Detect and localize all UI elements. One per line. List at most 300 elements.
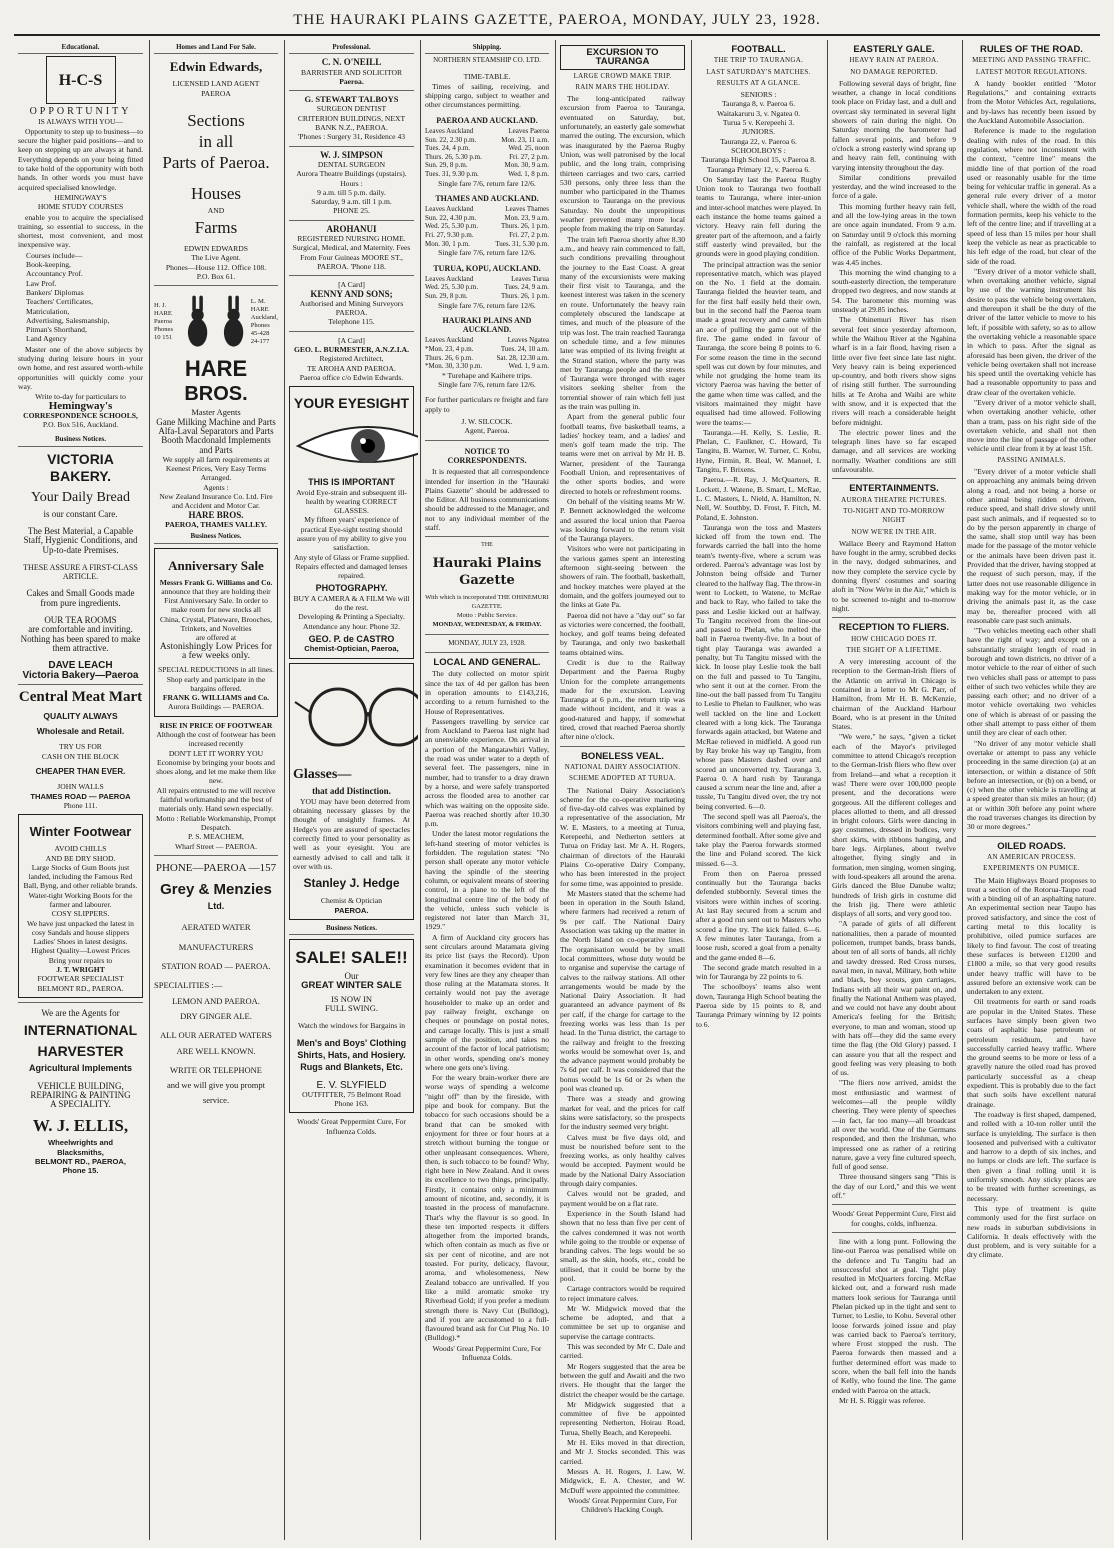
ad-text: Motto : Public Service. bbox=[456, 612, 518, 620]
ad-text: Repairs effected and damaged lenses repaired. bbox=[295, 561, 408, 581]
ad-heading: BROS. bbox=[184, 383, 248, 406]
article-subhead: HEAVY RAIN AT PAEROA. bbox=[849, 56, 939, 65]
ad-heading: VICTORIA BAKERY. bbox=[47, 450, 114, 484]
article-subhead: THE SIGHT OF A LIFETIME. bbox=[846, 645, 942, 654]
ad-text: PAEROA, THAMES VALLEY. bbox=[165, 519, 267, 529]
article-text: "The fliers now arrived, amidst the most enthusiastic and warmest of welcomes—all the people wildly cheering. They were plenty of speeches—in fact, far too many—all broadcast all over the world. One of the Germans responded, and then the Irishman, who impressed one as rather of a retiring nature, gave a very fine cultured speech, full of good sense. bbox=[832, 1078, 956, 1172]
ad-text: and we will give you prompt bbox=[167, 1080, 265, 1091]
ad-text: THE bbox=[481, 542, 493, 549]
ad-heading: G. STEWART TALBOYS bbox=[304, 94, 399, 105]
ad-text: Single fare 7/6, return fare 12/6. bbox=[438, 248, 536, 258]
ad-text: Gane Milking Machine and Parts bbox=[156, 416, 276, 427]
ad-text: NORTHERN STEAMSHIP CO. LTD. bbox=[433, 56, 541, 65]
timetable bbox=[425, 336, 549, 370]
results-head: SCHOOLBOYS : bbox=[731, 145, 786, 155]
timetable-row bbox=[425, 362, 549, 371]
ad-heading: Your Daily Bread bbox=[31, 489, 130, 505]
timetable-head: TURUA, KOPU, AUCKLAND. bbox=[433, 263, 541, 273]
ad-text: Water-tight Working Boots for the farmer and labourer. bbox=[28, 890, 133, 909]
ad-text: THAMES ROAD — PAEROA bbox=[30, 791, 131, 801]
ad-heading: Houses bbox=[190, 183, 242, 203]
ad-text: LICENSED LAND AGENT bbox=[172, 79, 260, 89]
ad-text: QUALITY ALWAYS bbox=[43, 710, 118, 721]
ad-text: OUTFITTER, 75 Belmont Road Phone 163. bbox=[302, 1089, 401, 1109]
ad-heading: PHOTOGRAPHY. bbox=[315, 583, 388, 594]
course-item: Matriculation, bbox=[26, 306, 70, 316]
article-text: Tauranga won the toss and Masters kicked off from the town end. The forwards carried the ball into the home team's twenty-five, where a scrum was ordered. Paeroa's advantage was lost by Johnston being offside and Turner cleared to the halfway flag. The throw-in went to Lockett, to Watene, to McRae and back to Ray, who failed to take the pass and Leslie kicked out at halfway. Tu Tangitu received from the line-out and passed to Phelan, who melted the ball in Paeroa twenty-five. In a bout of tight play Tauranga was awarded a penalty, but Tu Tangitu missed with the kick. In loose play Leslie took the ball on the full and passed to Tu Tangitu, who sent it out at the corner. From the line-out the ball passed from Tu Tangitu to Leslie to Phelan to Faulkner, who was well tackled on the line and Lockett cleared with a long kick. The Tauranga forwards again attacked, but Watene and McRae relieved in midfield. A good run by Ray broke his way up Tangitu, from whose pass Masters dashed over and scored an unconverted try. Tauranga 3, Paeroa 0. A hard rush by Tauranga caused a scrum near the line and, after a tussle, Tu Tangitu dived over, the try not being converted. 6—0. bbox=[696, 522, 821, 811]
ad-text: service. bbox=[202, 1095, 230, 1106]
timetable-cell: Wed. 25, 5.30 p.m. bbox=[425, 222, 479, 231]
ad-heading: W. J. ELLIS, bbox=[32, 1116, 129, 1136]
date-line: MONDAY, JULY 23, 1928. bbox=[448, 638, 526, 647]
article-text: Mr W. Midgwick moved that the scheme be adopted, and that a committee be set up to organise and supervise the cartage contracts. bbox=[560, 1303, 685, 1341]
ad-text: is our constant Care. bbox=[43, 508, 118, 519]
ad-heading: Glasses— bbox=[293, 766, 352, 782]
article-text: Tauranga.—H. Kelly, S. Leslie, R. Phelan, C. Faulkner, C. Howard, Tu Tangitu, B. Warner, W. Turner, C. Kohu, Hyne, Firmin, R. Beal, W. Manuel, I. Tangitu, F. Brixens. bbox=[696, 427, 821, 475]
ad-heading: GEO. L. BURMESTER, A.N.Z.I.A. bbox=[294, 345, 409, 355]
ad-text: WRITE OR TELEPHONE bbox=[170, 1064, 262, 1075]
ad-text: Woods' Great Peppermint Cure, For Influenza Colds. bbox=[297, 1117, 406, 1136]
ad-heading: Stanley J. Hedge bbox=[303, 876, 400, 891]
article-subhead: THE TRIP TO TAURANGA. bbox=[713, 56, 804, 65]
ad-text: ALL OUR AERATED WATERS bbox=[160, 1030, 272, 1041]
ad-text: REPAIRING & PAINTING bbox=[30, 1089, 131, 1100]
timetable-cell: Tues. 24, 10 a.m. bbox=[500, 345, 549, 354]
ad-heading: C. N. O'NEILL bbox=[321, 57, 382, 68]
result-line: Turua 5 v. Kerepeehi 3. bbox=[722, 118, 795, 128]
article-text: The second spell was all Paeroa's, the visitors combining well and playing fast, determined football. After some give and take play the Paeroa forwards stormed the line and Poland scored. The kick missed. 6—3. bbox=[696, 812, 821, 868]
timetable-cell: Leaves Thames bbox=[505, 205, 549, 214]
ad-heading: W. J. SIMPSON bbox=[320, 149, 383, 160]
ad-text: We have just unpacked the latest in cosy Sandals and house slippers Ladies' Shoes in latest designs. Highest Quality—Lowest Prices bbox=[27, 918, 134, 956]
ad-text: CRITERION BUILDINGS, NEXT BANK N.Z., PAEROA. bbox=[297, 113, 406, 133]
timetable-cell: Mon. 30, 9 a.m. bbox=[504, 161, 549, 170]
timetable-cell: Sun. 29, 8 p.m. bbox=[425, 291, 468, 300]
article-head: RULES OF THE ROAD. bbox=[980, 44, 1083, 55]
article-text: Under the latest motor regulations the left-hand steering of motor vehicles is forbidden. The regulation states: "No person shall operate any motor vehicle having the spindle of the steering column, or equivalent means of steering control, in a plane to the left of the longitudinal centre line of the body of the vehicle, unless such vehicle is registered not later than March 31, 1929." bbox=[425, 829, 549, 932]
ad-text: Single fare 7/6, return fare 12/6. bbox=[438, 178, 536, 188]
ad-text: are comfortable and inviting. Nothing has been spared to make them attractive. bbox=[20, 624, 141, 653]
ad-text: Times of sailing, receiving, and shipping cargo, subject to weather and other circumstances permitting. bbox=[425, 81, 549, 110]
article-text: The train left Paeroa shortly after 8.30 a.m., and heavy rain commenced to fall, such conditions prevailing throughout the journey to the East Coast. A great many of the excursionists were making their first visit to Tauranga, and the keenest interest was taken in the scenery en route. Unfortunately the heavy rain completely obscured the landscape at times, and much of the pleasure of the trip was lost. The train reached Tauranga on schedule time, and a few minutes later was emptied of its living freight at the Strand station, where the party was met by Tauranga people and the streets of Tauranga were thronged with eager visitors seeking shelter from the torrential shower of rain which fell just as the train was pulling in. bbox=[560, 234, 685, 411]
ad-text: JOHN WALLS bbox=[57, 782, 104, 792]
timetable-cell: Mon. 30, 1 p.m. bbox=[425, 239, 470, 248]
timetable-cell: Fri. 27, 2 p.m. bbox=[509, 152, 549, 161]
article-text: The schoolboys' teams also went down, Tauranga High School beating the Paeroa side by 15 points to 8, and Tauranga Primary winning by 12 points to 6. bbox=[696, 982, 821, 1029]
ad-text: Master Agents bbox=[191, 407, 241, 418]
timetable-cell: Wed. 25, 5.30 p.m. bbox=[425, 283, 479, 292]
ad-text: The Live Agent. bbox=[191, 253, 241, 263]
article-text: From then on Paeroa pressed continually but the Tauranga backs defended stubbornly. Several times the visitors were within inches of scoring. At last Ray secured from a scrum and after a good run sent out to Masters who scored a fine try. The kick failed. 6—6. A few minutes later Tauranga, from a loose rush, scored a goal from a penalty and the game ended 8—6. bbox=[696, 868, 821, 962]
article-text: The principal attraction was the senior representative match, which was played on the No. 1 field at the domain. Tauranga fielded the heavier team, and for the first half easily held their own, but in the second half the Paeroa team made a great recovery and came within an ace of pulling the game out of the fire. The game ended in favour of Tauranga, the score being 8 points to 6. For some reason the time in the second spell was cut down by four minutes, and while not grudging the home team its victory Paeroa was having the better of the game when time was called, and the visitors maintained they might have equalised had time allowed. Following were the teams:— bbox=[696, 259, 821, 427]
ad-text: CASH ON THE BLOCK bbox=[41, 751, 120, 761]
timetable-cell: Thurs. 26, 1 p.m. bbox=[500, 222, 549, 231]
article-text: Experience in the South Island had shown that no less than five per cent of the calves condemned it was not worth while going to the trouble or expense of branding calves. The legs would be so small, as the skin, hoofs, etc., could be utilised, that it could be borne by the pool. bbox=[560, 1208, 685, 1283]
column-5 bbox=[555, 40, 689, 1540]
article-text: This type of treatment is quite commonly used for the first surface on new roads in suburban subdivisions in California. It deals effectively with the dust problem, and is very suitable for a dry climate. bbox=[967, 1203, 1096, 1260]
timetable-cell: Mon. 23, 11 a.m. bbox=[501, 135, 549, 144]
ad-text: TIME-TABLE. bbox=[463, 71, 511, 81]
ad-text: OUR TEA ROOMS bbox=[44, 615, 117, 626]
ad-text: PHONE 25. bbox=[333, 206, 370, 216]
ad-text: BELMONT RD., PAEROA, bbox=[35, 1157, 126, 1167]
article-text: "Every driver of a motor vehicle shall, when overtaking another vehicle, signal by use of the warning instrument his desire to pass the vehicle being overtaken, and thereupon it shall be the duty of the driver of the latter vehicle to move to his left, if possible with safety, so as to allow the overtaking vehicle a reasonable space in which to pass. After the signal as aforesaid has been given, the driver of the vehicle being overtaken shall not increase his speed until the overtaking vehicle has had a reasonable opportunity to pass and draw clear of the overtaken vehicle. bbox=[967, 266, 1096, 397]
ad-text: Opportunity to step up to business—to secure the higher paid positions—and to keep on stepping up are always at hand. Everything depends on your being fitted to take hold of the opportunity with both hands. In other words you must have acquired specialised knowledge. bbox=[18, 126, 143, 192]
timetable-cell: Fri. 27, 9.30 p.m. bbox=[425, 231, 474, 240]
ad-heading: SALE! SALE!! bbox=[295, 948, 408, 968]
article-subhead: MEETING AND PASSING TRAFFIC. bbox=[972, 56, 1091, 65]
masthead: THE HAURAKI PLAINS GAZETTE, PAEROA, MONDAY, JULY 23, 1928. bbox=[293, 12, 821, 28]
timetable-row bbox=[425, 283, 549, 292]
ad-text: Paeroa. bbox=[339, 76, 364, 86]
timetable-cell: Wed. 1, 8 p.m. bbox=[508, 170, 549, 179]
course-item: Bankers' Diplomas bbox=[26, 287, 84, 297]
article-text: Paeroa did not have a "day out" so far as victories were concerned, the football, hockey, and golf teams being defeated by Tauranga, and only two basketball teams obtained wins. bbox=[560, 610, 685, 657]
ad-text: L. M. HARE Auckland, Phones 45-428 24-177 bbox=[250, 298, 279, 346]
course-item: Advertising, Salesmanship, bbox=[26, 315, 110, 325]
ad-text: AERATED WATER bbox=[181, 922, 251, 933]
ad-text: Authorised and Mining Surveyors PAEROA. bbox=[299, 298, 404, 318]
ad-text: AND BE DRY SHOD. bbox=[45, 853, 116, 863]
column-8 bbox=[962, 40, 1100, 1540]
ad-text: For further particulars re freight and fare apply to bbox=[425, 395, 549, 414]
timetable-cell: *Mon. 23, 4 p.m. bbox=[425, 345, 474, 354]
timetable bbox=[425, 205, 549, 248]
article-subhead: TO-NIGHT AND TO-MORROW NIGHT bbox=[843, 506, 945, 525]
ad-text: PHONE—PAEROA —157 bbox=[155, 861, 277, 874]
opportunity-sub: IS ALWAYS WITH YOU— bbox=[38, 116, 123, 126]
timetable-row bbox=[425, 144, 549, 153]
timetable-cell: Sun. 22, 2.30 p.m. bbox=[425, 135, 477, 144]
ad-text: Astonishingly Low Prices for a few weeks only. bbox=[159, 641, 273, 661]
article-text: "Every driver of a motor vehicle shall on approaching any animals being driven along a road, and not being a horse or other animal being ridden or driven, reduce speed, and shall drive slowly until past such animals, and if requested so to do by the person apparently in charge of the same, shall stop until way has been made for the passage of the motor vehicle or the animals have been driven past it. Provided that the driver, having stopped at the request of such person, may, if the latter does not use reasonable diligence in making way for the motor vehicle, or in driving the animals past it, as the case may be, thereafter proceed with all reasonable care past such animals. bbox=[967, 467, 1096, 625]
result-line: Tauranga 8, v. Paeroa 6. bbox=[722, 99, 795, 109]
column-2 bbox=[149, 40, 282, 1540]
ad-text: Bring your repairs to bbox=[48, 955, 113, 965]
ad-text: Shop early and participate in the bargains offered. bbox=[166, 674, 266, 693]
results-list bbox=[696, 155, 821, 174]
timetable bbox=[425, 275, 549, 301]
ad-text: Wheelwrights and bbox=[48, 1138, 113, 1148]
timetable-row bbox=[425, 222, 549, 231]
ad-heading: GEO. P. de CASTRO bbox=[308, 633, 395, 644]
ad-text: Ltd. bbox=[207, 901, 225, 912]
ad-heading: Winter Footwear bbox=[29, 824, 132, 840]
ad-text: * Turehape and Kaihere trips. bbox=[441, 370, 533, 380]
ad-heading: Edwin Edwards, bbox=[169, 59, 263, 75]
ad-text: YOU may have been deterred from obtaining necessary glasses by the thought of unsightly frames. At Hedge's you are assured of spectacles correctly fitted to your personality as well as your eyesight. You are earnestly advised to call and talk it over with us. bbox=[293, 796, 410, 871]
article-text: Following several days of bright, fine weather, a change in local conditions took place on Friday last, and a dull and overcast sky terminated in several light showers of rain during the night. On Saturday morning the barometer had fallen several points, and before 9 o'clock a strong easterly wind sprang up and heavy rain fell, continuing with varying intensity throughout the day. bbox=[832, 78, 956, 172]
article-text: "Every driver of a motor vehicle shall, when overtaking another vehicle, other than a tram, pass on his right side of the overtaken vehicle, and shall not then move into the line of passage of the other vehicle until clear from it by at least 15ft. bbox=[967, 397, 1096, 454]
timetable-row bbox=[425, 161, 549, 170]
section-head: Educational. bbox=[18, 43, 143, 54]
timetable-cell: Leaves Auckland bbox=[425, 274, 474, 283]
results-head: JUNIORS. bbox=[741, 127, 776, 137]
ad-heading: HARE bbox=[184, 356, 248, 382]
timetable-row bbox=[425, 275, 549, 284]
ad-heading: GREAT WINTER SALE bbox=[301, 980, 402, 992]
ad-text: All repairs entrusted to me will receive faithful workmanship and the best of materials only. Hand sewn especially. bbox=[156, 785, 276, 814]
timetable-row bbox=[425, 354, 549, 363]
article-subhead: LARGE CROWD MAKE TRIP. bbox=[573, 71, 672, 80]
column-3 bbox=[284, 40, 418, 1540]
article-text: The roadway is first shaped, dampened, and rolled with a 10-ton roller until the surface is unyielding. The surface is then loosened and pulverised with a cultivator and harrow to a depth of six inches, and no lumps or clods are left. The surface is then given a final rolling until it is uniformly smooth. Any sticky places are to be treated with further screenings, as necessary. bbox=[967, 1109, 1096, 1203]
ad-text: IS NOW IN bbox=[331, 993, 372, 1004]
ad-heading: Central Meat Mart bbox=[18, 688, 143, 705]
timetable-head: PAEROA AND AUCKLAND. bbox=[436, 115, 538, 125]
ad-text: RISE IN PRICE OF FOOTWEAR bbox=[159, 720, 273, 730]
article-text: Mr Midgwick suggested that a committee of five be appointed representing Netherton, Hoirau Road, Turua, Shelly Beach, and Kerepeehi. bbox=[560, 1399, 685, 1437]
timetable-cell: Thurs. 26, 5.30 p.m. bbox=[425, 152, 482, 161]
ad-text: FRANK G. WILLIAMS and Co. bbox=[162, 693, 270, 703]
ad-text: MANUFACTURERS bbox=[178, 941, 254, 952]
timetable-row bbox=[425, 345, 549, 354]
result-line: Tauranga Primary 12, v. Paeroa 6. bbox=[706, 164, 811, 174]
article-subhead: HOW CHICAGO DOES IT. bbox=[851, 634, 937, 643]
section-head: Shipping. bbox=[425, 43, 549, 54]
course-item: Accountancy Prof. bbox=[26, 269, 83, 279]
ad-heading: Parts of Paeroa. bbox=[162, 152, 270, 172]
ad-text: H. J. HARE Paeroa Phones 10 151 bbox=[154, 302, 174, 342]
article-head: OILED ROADS. bbox=[997, 840, 1066, 852]
ad-text: [A Card] bbox=[338, 335, 365, 345]
ad-heading: Grey & Menzies bbox=[160, 881, 272, 899]
ad-text: Master one of the above subjects by studying during leisure hours in your own home, and rest assured worth-while opportunities will quickly come your way. bbox=[18, 344, 143, 391]
ad-text: Large Stocks of Gum Boots just landed, including the Famous Red Ball, Byng, and other reliable brands. bbox=[23, 862, 138, 891]
article-text: On behalf of the visiting teams Mr W. P. Bennett acknowledged the welcome and assured the local union that Paeroa was looking forward to the return visit of the Tauranga players. bbox=[560, 496, 685, 544]
timetable-head: THAMES AND AUCKLAND. bbox=[435, 193, 539, 203]
eye-illustration bbox=[293, 416, 418, 474]
ad-text: CORRESPONDENCE SCHOOLS, bbox=[23, 410, 138, 420]
course-item: Law Prof. bbox=[26, 278, 57, 288]
timetable-cell: Fri. 27, 2 p.m. bbox=[509, 231, 549, 240]
ad-text: TE AROHA AND PAEROA. bbox=[307, 363, 396, 373]
timetable-cell: Sun. 29, 8 p.m. bbox=[425, 161, 468, 170]
column-7 bbox=[827, 40, 960, 1540]
ad-text: Aurora Theatre Buildings (upstairs). bbox=[296, 169, 407, 179]
ad-text: AVOID CHILLS bbox=[54, 844, 107, 854]
ad-text: HARE BROS. bbox=[188, 509, 244, 520]
section-head: Business Notices. bbox=[18, 435, 143, 446]
timetable-row bbox=[425, 127, 549, 136]
ad-heading: Hemingway's bbox=[48, 399, 113, 412]
timetable-cell: Tues. 31, 9.30 p.m. bbox=[425, 170, 479, 179]
article-text: A very interesting account of the reception to the German-Irish fliers of the Atlantic on arrival in Chicago is contained in a letter to Mr G. Parr, of Hamilton, from Mr H. B. McKenzie, chairman of the Auckland Harbour Board, who is at present in the United States. bbox=[832, 657, 956, 732]
ad-text: Our bbox=[344, 971, 359, 982]
article-text: Visitors who were not participating in the various games spent an interesting afternoon sight-seeing between the showers of rain. The football, basketball, and hockey matches were played at the domain, and the golfers journeyed out to the links at Gate Pa. bbox=[560, 544, 685, 610]
glasses-illustration bbox=[293, 672, 418, 762]
article-subhead: SCHEME ADOPTED AT TURUA. bbox=[569, 774, 676, 783]
timetable-cell: Leaves Ngatea bbox=[507, 336, 549, 345]
results-list bbox=[696, 99, 821, 127]
timetable-row bbox=[425, 205, 549, 214]
timetable-head: HAURAKI PLAINS AND AUCKLAND. bbox=[442, 315, 532, 335]
article-subhead: NOW WE'RE IN THE AIR. bbox=[851, 527, 937, 536]
ad-text: Phones—House 112. Office 108. bbox=[165, 262, 267, 272]
result-line: Tauranga 22, v. Paeroa 6. bbox=[720, 136, 797, 146]
article-subhead: AURORA THEATRE PICTURES. bbox=[841, 495, 947, 504]
ad-text: The Best Material, a Capable Staff, Hygienic Conditions, and Up-to-date Premises. bbox=[23, 525, 138, 555]
ad-text: TRY US FOR bbox=[59, 742, 102, 752]
article-head: BONELESS VEAL. bbox=[581, 750, 664, 762]
article-subhead: AN AMERICAN PROCESS. bbox=[987, 852, 1076, 861]
ad-text: MONDAY, WEDNESDAY, & FRIDAY. bbox=[432, 621, 542, 629]
timetable-row bbox=[425, 292, 549, 301]
timetable-row bbox=[425, 170, 549, 179]
article-subhead: LATEST MOTOR REGULATIONS. bbox=[975, 67, 1088, 76]
hcs-logo: H-C-S bbox=[46, 56, 116, 104]
results-head: SENIORS : bbox=[740, 90, 777, 100]
article-head: ENTERTAINMENTS. bbox=[849, 483, 939, 495]
course-item: Teachers' Certificates, bbox=[26, 297, 94, 307]
article-text: On Saturday last the Paeroa Rugby Union took to Tauranga two football teams to Tauranga, where inter-union and inter-school matches were played. In each instance the home teams gained a victory. Heavy rain fell during the greater part of the afternoon, and a fairly stiff easterly wind prevailed, but the grounds were in good playing condition. bbox=[696, 174, 821, 259]
article-text: Paeroa.—R. Ray, J. McQuarters, R. Lockett, J. Watene, B. Smart, L. McRae, L. C. Masters, L. Nield, A. Hamilton, N. Nell, W. Southby, D. Frost, F. Fitch, M. Poland, E. Johnston. bbox=[696, 475, 821, 522]
article-subhead: RESULTS AT A GLANCE. bbox=[716, 78, 801, 87]
ad-text: BUY A CAMERA & A FILM We will do the rest. bbox=[293, 593, 410, 613]
ad-text: enable you to acquire the specialised training, so essential to success, in the shortest, most convenient, and most inexpensive way. bbox=[18, 212, 143, 250]
ad-heading: Farms bbox=[194, 218, 238, 238]
ad-text: SURGEON DENTIST bbox=[316, 104, 387, 114]
ad-text: Single fare 7/6, return fare 12/6. bbox=[438, 300, 536, 310]
section-head: Professional. bbox=[289, 43, 414, 54]
course-item: Courses include— bbox=[26, 250, 83, 260]
ad-text: VEHICLE BUILDING, bbox=[37, 1080, 124, 1091]
article-text: The National Dairy Association's scheme for the co-operative marketing of five-day-old calves was explained by a representative of the association, Mr W. E. Masters, to a meeting at Turua, Kerepeehi, and Netherton settlers at Turua on Friday last. Mr A. H. Rogers, chairman of directors of the Hauraki Plains Co-operative Dairy Company, who has been interested in the project for some time, was appointed to preside. bbox=[560, 785, 685, 888]
ad-text: Blacksmiths, bbox=[57, 1147, 104, 1157]
ad-text: REGISTERED NURSING HOME. bbox=[297, 234, 406, 244]
ad-text: P.O. Box 61. bbox=[196, 272, 236, 282]
ad-heading: HARVESTER bbox=[37, 1043, 124, 1060]
ad-text: HEMINGWAY'S bbox=[54, 192, 107, 202]
ad-text: Saturday, 9 a.m. till 1 p.m. bbox=[311, 197, 392, 207]
article-subhead: RAIN MARS THE HOLIDAY. bbox=[575, 82, 670, 91]
ad-heading: Victoria Bakery—Paeroa bbox=[22, 669, 139, 681]
article-text: line with a long punt. Following the line-out Paeroa was penalised while on the defence and Tu Tangitu had an unsuccessful shot at goal. Tight play resulted in McQuarters forcing. McRae kicked out, and a forward rush made matters look serious for Tauranga until Phelan picked up in the tight and sent to Turner, to Leslie, to Kohu. Several other loose forwards joined issue and play was carried back to Paeroa's territory, where Frost stopped the rush. The Paeroa forwards then massed and a further determined effort was made to score, when the ball fell into the hands of Kelly, who found the line. The game ended with Paeroa on the attack. bbox=[832, 1236, 956, 1395]
article-text: The duty collected on motor spirit since the tax of 4d per gallon has been in operation amounts to £143,216, according to a return furnished to the House of Representatives. bbox=[425, 669, 549, 716]
ad-text: Chemist-Optician, Paeroa, bbox=[304, 644, 399, 654]
ad-text: Phone 15. bbox=[62, 1166, 99, 1176]
course-item: Book-keeping, bbox=[26, 260, 71, 270]
timetable-cell: Tues. 24, 9 a.m. bbox=[504, 283, 549, 292]
timetable-cell: Leaves Paeroa bbox=[508, 127, 549, 136]
ad-text: DON'T LET IT WORRY YOU bbox=[168, 748, 264, 758]
timetable-row bbox=[425, 336, 549, 345]
ad-text: China, Crystal, Plateware, Brooches, Trinkets, and Novelties bbox=[160, 614, 272, 634]
ad-text: Cakes and Small Goods made from pure ingredients. bbox=[26, 588, 135, 608]
article-text: Messrs A. H. Rogers, J. Law, W. Midgwick, E. A. Chester, and W. McDuff were appointed the committee. bbox=[560, 1466, 685, 1495]
ad-text: FOOTWEAR SPECIALIST bbox=[37, 974, 124, 984]
article-subhead: PASSING ANIMALS. bbox=[997, 455, 1066, 464]
article-text: Cartage contractors would be required to reject immature calves. bbox=[560, 1284, 685, 1303]
ad-text: DENTAL SURGEON bbox=[317, 159, 386, 169]
ad-text: Although the cost of footwear has been increased recently bbox=[156, 729, 276, 749]
ad-text: 9 a.m. till 5 p.m. daily. bbox=[317, 187, 386, 197]
ad-text: Men's and Boys' Clothing Shirts, Hats, and Hosiery. Rugs and Blankets, Etc. bbox=[296, 1037, 407, 1072]
ad-text: New Zealand Insurance Co. Ltd. Fire and Accident and Motor Car. bbox=[159, 492, 273, 511]
ad-heading: THIS IS IMPORTANT bbox=[308, 477, 395, 488]
ad-text: Agricultural Implements bbox=[28, 1063, 133, 1074]
ad-text: EDWIN EDWARDS bbox=[184, 244, 248, 254]
ad-text: Wholesale and Retail. bbox=[36, 726, 125, 737]
ad-text: J. W. SILCOCK. bbox=[461, 417, 513, 427]
ad-heading: YOUR EYESIGHT bbox=[293, 395, 410, 412]
ad-heading: Sections bbox=[187, 110, 245, 130]
article-text: The Ohinemuri River has risen several feet since yesterday afternoon, while the Waihou River at the Ngahina wharf is in a fair flood, having risen a little over five feet since late last night. Very heavy rain is being experienced up-country, and both rivers show signs of rising still further. The surrounding hills at Te Aroha and Waihi are white with snow, and it is expected that the rivers will reach a considerable height before midnight. bbox=[832, 315, 956, 427]
article-text: The long-anticipated railway excursion from Paeroa to Tauranga, eventuated on Saturday, but, unfortunately, an easterly gale somewhat marred the outing. The excursion, which was inaugurated by the Paeroa Rugby Union, was well patronised by the local public, and the long train, comprising thirteen carriages and two cars, carried 530 persons, only three less than the number who participated in the Thames excursion to Tauranga on the previous Saturday. No doubt the unpropitious weather prevented many more local people from making the trip on Saturday. bbox=[560, 94, 685, 234]
section-head: Business Notices. bbox=[154, 532, 278, 543]
article-text: There was a steady and growing market for veal, and the prices for calf skins were satisfactory, so the prospects for the industry seemed very bright. bbox=[560, 1094, 685, 1132]
ad-text: Chemist & Optician bbox=[320, 896, 383, 906]
ad-heading: AROHANUI bbox=[326, 223, 377, 234]
ad-text: ARE WELL KNOWN. bbox=[176, 1045, 256, 1056]
ad-text: Paeroa office c/o Edwin Edwards. bbox=[299, 372, 404, 382]
ad-text: [A Card] bbox=[338, 280, 365, 290]
ad-heading: E. V. SLYFIELD bbox=[316, 1079, 387, 1091]
article-subhead: EXPERIMENTS ON PUMICE. bbox=[983, 864, 1080, 873]
timetable-cell: Mon. 23, 9 a.m. bbox=[504, 213, 549, 222]
ad-text: Booth Macdonald Implements and Parts bbox=[161, 435, 271, 455]
ad-text: Hours : bbox=[340, 178, 363, 188]
section-head: Business Notices. bbox=[289, 924, 414, 935]
article-subhead: NATIONAL DAIRY ASSOCIATION. bbox=[564, 762, 681, 771]
timetable-row bbox=[425, 153, 549, 162]
article-head: EASTERLY GALE. bbox=[853, 44, 935, 55]
timetable-row bbox=[425, 240, 549, 249]
ad-heading: KENNY AND SONS; bbox=[310, 288, 393, 299]
article-text: Mr H. Eiks moved in that direction, and Mr J. Stocks seconded. This was carried. bbox=[560, 1438, 685, 1466]
ad-text: Watch the windows for Bargains in bbox=[297, 1021, 406, 1031]
ad-text: BELMONT RD., PAEROA. bbox=[37, 983, 124, 993]
ad-text: Write to-day for particulars to bbox=[35, 392, 126, 402]
ad-text: STATION ROAD — PAEROA. bbox=[161, 961, 271, 972]
timetable-cell: Wed. 25, noon bbox=[508, 144, 549, 153]
article-head: EXCURSION TO TAURANGA bbox=[560, 45, 685, 70]
article-text: This morning the wind changing to a south-easterly direction, the temperature dropped two degrees, and now stands at 54. The barometer this morning was unsteady at 29.85 inches. bbox=[832, 267, 956, 315]
timetable-row bbox=[425, 214, 549, 223]
ad-text: CHEAPER THAN EVER. bbox=[35, 767, 126, 777]
article-text: Passengers travelling by service car from Auckland to Paeroa last night had an unenviable experience. On arrival in a portion of the Mangatawhiri Valley, the road was under water to a depth of several feet. The passengers, nine in number, had to transfer to a dray drawn by a horse, and were safely transported across the flooded area to another car which was waiting on the opposite side. Paeroa was reached shortly after 10.30 p.m. bbox=[425, 716, 549, 829]
masthead-rule bbox=[14, 34, 1100, 36]
ad-text: Economise by bringing your boots and shoes along, and let me make them like new. bbox=[156, 757, 276, 786]
result-line: Tauranga High School 15, v.Paeroa 8. bbox=[701, 155, 816, 165]
ad-text: We supply all farm requirements at Keenest Prices, Very Easy Terms Arranged. bbox=[162, 454, 270, 483]
ad-text: AND bbox=[207, 205, 225, 215]
column-6 bbox=[691, 40, 825, 1540]
article-text: "Two vehicles meeting each other shall have the right of way; and except on a substantially straight length of road in borough and town districts, no driver of a motor vehicle to the rear of either of such two vehicles shall pass or attempt to pass either of such two vehicles while they are passing each other; and no driver of a motor vehicle overtaking two vehicles one of which is abreast of or passing the other shall attempt to pass either of them until they are clear of each other. bbox=[967, 626, 1096, 738]
article-subhead: LAST SATURDAY'S MATCHES. bbox=[706, 67, 811, 76]
timetable-cell: Thurs. 26, 6 p.m. bbox=[425, 353, 474, 362]
timetable-cell: Thurs. 26, 1 p.m. bbox=[500, 291, 549, 300]
article-head: FOOTBALL. bbox=[731, 44, 786, 55]
article-text: Calves would not be graded, and payment would be on a flat rate. bbox=[560, 1189, 685, 1208]
article-text: Mr H. S. Riggir was referee. bbox=[839, 1395, 926, 1405]
article-text: For the weary brain-worker there are worse ways of spending a welcome "night off" than by the fireside, with pipe and book for company. But the tobacco for such occasions should be a brand that can be smoked with enjoyment for three or four hours at a stretch without burning the tongue or other unpleasant consequences. Where, then, is such tobacco to be found? Why, right here in New Zealand. And it owes its excellence to two things, principally. Firstly, it contains only a minimum amount of nicotine, and, secondly, it is toasted in the process of manufacture. That's why the flavour is so good. In these ten imported respects it differs altogether from the imported brands, which often contain as much as five or six per cent of nicotine, and are not toasted. For purity, delicacy, flavour, aroma, and wholesomeness, New Zealand tobacco are unrivalled. If you like a mild aromatic smoke try Riverhead Gold; if you prefer a medium strength there is Navy Cut (Bulldog), and if you are accustomed to a full-flavoured brand ask for Cut Plug No. 10 (Bulldog).* bbox=[425, 1073, 549, 1343]
ad-heading: INTERNATIONAL bbox=[23, 1022, 138, 1039]
article-text: This was seconded by Mr C. Dale and carried. bbox=[560, 1342, 685, 1361]
article-text: A firm of Auckland city grocers has sent circulars around Matamata giving its price list (says the Record). Upon examination it becomes evident that in very few lines are they any cheaper than those ruling at the Matamata stores. It certainly would not pay the average householder to make up an order and pay railway freight, exchange on cheques or poundage on postal notes, and cartage locally. This is just a small sample of the position, and takes no account of the factor of local patriotism; in other words, spending one's money where one gets one's living. bbox=[425, 932, 549, 1072]
article-text: Calves must be five days old, and must be nourished before sent to the freezing works, as only healthy calves would be accepted. Payment would be made by the National Dairy Association through dairy companies. bbox=[560, 1132, 685, 1189]
article-head: LOCAL AND GENERAL. bbox=[433, 657, 541, 669]
ad-text: Telephone 115. bbox=[328, 317, 375, 327]
timetable-row bbox=[425, 231, 549, 240]
timetable-cell: Sun. 22, 4.30 p.m. bbox=[425, 213, 477, 222]
article-text: The Main Highways Board proposes to treat a section of the Rotorua-Taupo road with a binding oil of an asphalting nature. An experimental section near Taupo has proved satisfactory, and since the cost of carting metal to this locality is prohibitive, oiled pumice surfaces are likely to find favour. The cost of treating these surfaces is between £1200 and £1800 a mile, so that very good results under heavy traffic will have to be assured before an extensive work can be undertaken to any extent. bbox=[967, 875, 1096, 997]
ad-text: Motto : Reliable Workmanship, Prompt Despatch. bbox=[155, 813, 277, 832]
timetable-cell: Sat. 28, 12.30 a.m. bbox=[496, 353, 549, 362]
ad-text: PAEROA bbox=[201, 88, 231, 98]
timetable-cell: Leaves Auckland bbox=[425, 127, 474, 136]
ad-text: BARRISTER AND SOLICITOR bbox=[300, 67, 403, 77]
